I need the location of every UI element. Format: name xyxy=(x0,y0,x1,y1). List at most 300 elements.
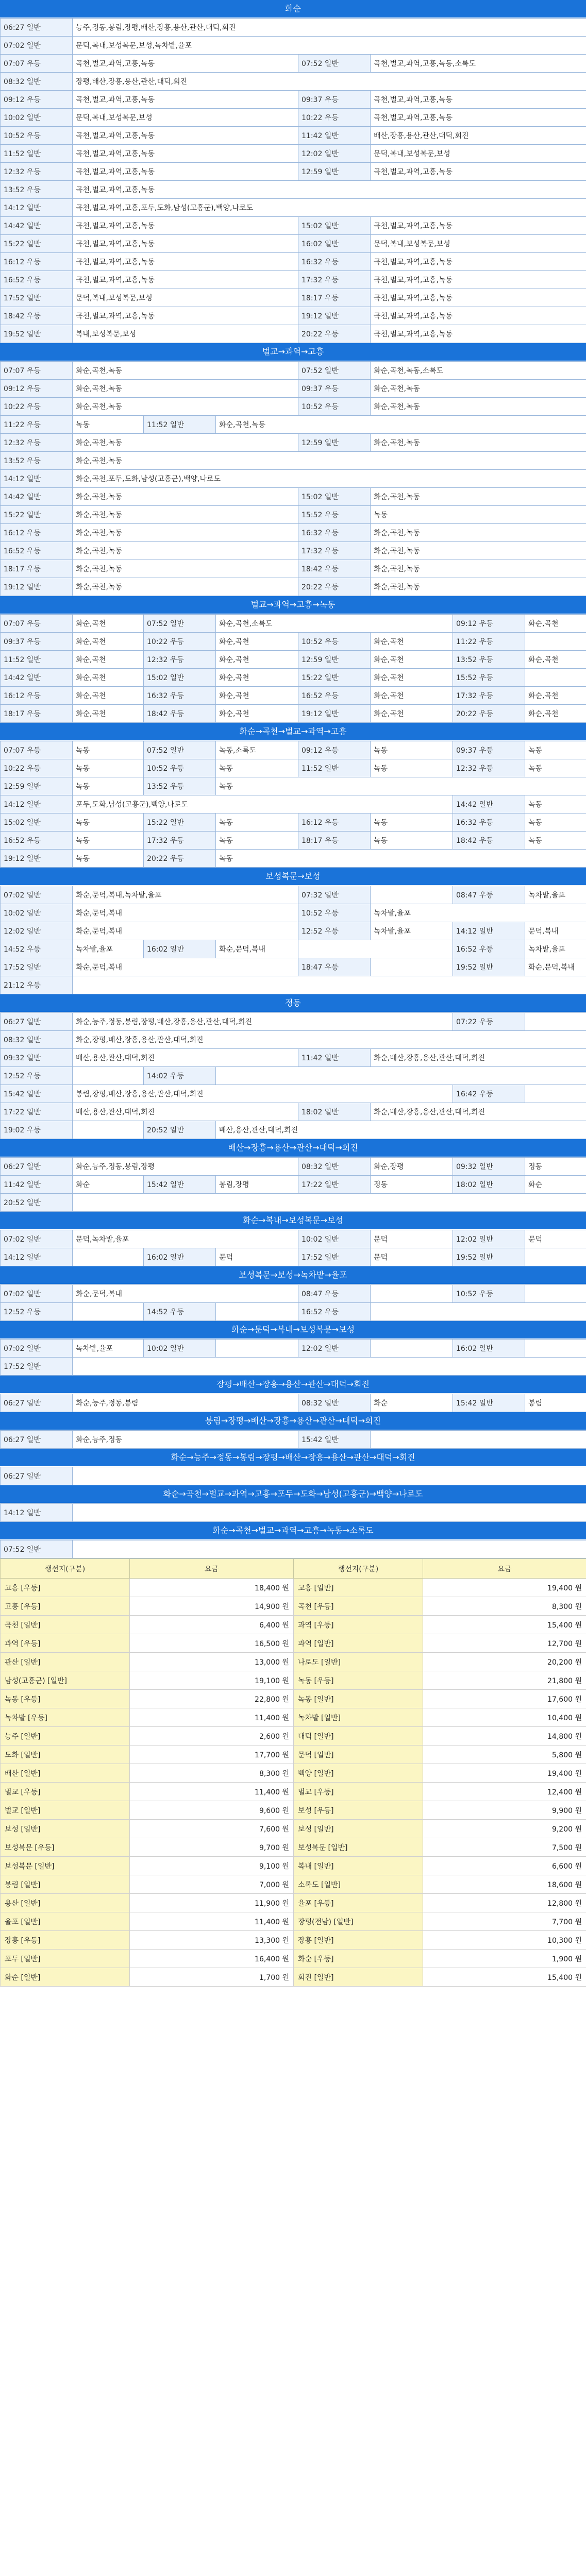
via-stops: 화순,능주,정동,봉림,장평 xyxy=(73,1158,298,1176)
fare-price: 12,700 원 xyxy=(423,1634,586,1653)
departure-time: 17:52 일반 xyxy=(1,958,73,976)
fare-price: 11,400 원 xyxy=(130,1708,294,1727)
via-stops: 녹동 xyxy=(216,850,586,868)
schedule-table xyxy=(0,1503,586,1522)
via-stops: 화순,능주,정동,봉림,장평,배산,장흥,용산,관산,대덕,회진 xyxy=(73,1013,453,1031)
departure-time: 19:12 일반 xyxy=(298,307,371,325)
departure-time: 15:02 일반 xyxy=(298,488,371,506)
departure-time: 20:52 일반 xyxy=(1,1194,73,1212)
via-stops: 화순,문덕,복내 xyxy=(73,1285,298,1303)
departure-time: 18:02 일반 xyxy=(298,1103,371,1121)
departure-time: 06:27 일반 xyxy=(1,1467,73,1485)
via-stops: 곡천,벌교,과역,고흥,녹동 xyxy=(73,55,298,73)
fare-price: 7,700 원 xyxy=(423,1912,586,1931)
fare-destination: 나로도 [일반] xyxy=(294,1653,423,1671)
departure-time: 08:32 일반 xyxy=(298,1394,371,1412)
departure-time: 18:02 일반 xyxy=(453,1176,525,1194)
departure-time: 07:52 일반 xyxy=(298,362,371,380)
departure-time: 10:22 우등 xyxy=(1,398,73,416)
section-header: 보성복문→보성 xyxy=(0,868,586,886)
via-stops: 녹동 xyxy=(371,832,453,850)
via-stops: 화순,곡천 xyxy=(525,687,586,705)
via-stops: 화순,문덕,복내,녹차밭,율포 xyxy=(73,886,298,904)
fare-row xyxy=(1,1671,586,1690)
departure-time: 16:12 우등 xyxy=(1,687,73,705)
section-header: 화순→복내→보성복문→보성 xyxy=(0,1212,586,1230)
departure-time: 18:17 우등 xyxy=(298,289,371,307)
via-stops: 화순,곡천,녹동 xyxy=(371,542,586,560)
table-row xyxy=(1,19,586,37)
fare-destination: 화순 [우등] xyxy=(294,1950,423,1968)
table-row xyxy=(1,741,586,759)
fare-price: 20,200 원 xyxy=(423,1653,586,1671)
fare-destination: 곡천 [일반] xyxy=(1,1616,130,1634)
via-stops: 곡천,벌교,과역,고흥,녹동 xyxy=(371,271,586,289)
fare-destination: 녹동 [일반] xyxy=(294,1690,423,1708)
table-row xyxy=(1,651,586,669)
departure-time: 07:02 일반 xyxy=(1,1340,73,1358)
departure-time: 19:12 일반 xyxy=(1,578,73,596)
via-stops: 녹동 xyxy=(525,795,586,814)
via-stops xyxy=(525,1085,586,1103)
fare-price: 15,400 원 xyxy=(423,1616,586,1634)
via-stops: 화순,곡천,녹동 xyxy=(371,578,586,596)
via-stops xyxy=(216,1340,298,1358)
via-stops: 곡천,벌교,과역,고흥,포두,도화,남성(고흥군),백양,나로도 xyxy=(73,199,586,217)
fare-price: 13,000 원 xyxy=(130,1653,294,1671)
via-stops: 복내,보성복문,보성 xyxy=(73,325,298,343)
via-stops: 녹동 xyxy=(216,777,586,795)
fare-destination: 용산 [일반] xyxy=(1,1894,130,1912)
fare-price: 8,300 원 xyxy=(423,1597,586,1616)
via-stops xyxy=(371,886,453,904)
departure-time: 15:02 일반 xyxy=(298,217,371,235)
via-stops: 화순,곡천,녹동 xyxy=(371,488,586,506)
departure-time: 07:52 일반 xyxy=(144,615,216,633)
departure-time: 10:52 우등 xyxy=(298,904,371,922)
table-row xyxy=(1,687,586,705)
schedule-table xyxy=(0,1157,586,1212)
via-stops: 문덕,복내,보성복문,보성,녹차밭,율포 xyxy=(73,37,586,55)
schedule-table xyxy=(0,1540,586,1558)
via-stops: 화순,곡천,녹동 xyxy=(371,398,586,416)
via-stops: 화순,배산,장흥,용산,관산,대덕,회진 xyxy=(371,1049,586,1067)
via-stops xyxy=(216,1067,586,1085)
fare-price: 9,900 원 xyxy=(423,1801,586,1820)
fare-destination: 과역 [우등] xyxy=(294,1616,423,1634)
via-stops: 녹차밭,율포 xyxy=(73,1340,144,1358)
fare-row xyxy=(1,1764,586,1783)
departure-time: 11:52 일반 xyxy=(298,759,371,777)
schedule-table xyxy=(0,886,586,994)
fare-price: 1,700 원 xyxy=(130,1968,294,1987)
table-row xyxy=(1,271,586,289)
via-stops: 배산,용산,관산,대덕,회진 xyxy=(216,1121,586,1139)
fare-price: 9,600 원 xyxy=(130,1801,294,1820)
table-row xyxy=(1,1176,586,1194)
table-row xyxy=(1,1540,586,1558)
departure-time: 10:52 우등 xyxy=(453,1285,525,1303)
via-stops: 곡천,벌교,과역,고흥,녹동 xyxy=(73,91,298,109)
section-header: 장평→배산→장흥→용산→관산→대덕→회진 xyxy=(0,1376,586,1394)
fare-row xyxy=(1,1857,586,1875)
via-stops: 화순,곡천 xyxy=(73,651,144,669)
via-stops: 화순 xyxy=(525,1176,586,1194)
table-row xyxy=(1,795,586,814)
table-row xyxy=(1,669,586,687)
fare-price: 5,800 원 xyxy=(423,1745,586,1764)
via-stops: 화순,곡천 xyxy=(73,687,144,705)
table-row xyxy=(1,37,586,55)
via-stops: 녹동 xyxy=(371,814,453,832)
via-stops: 화순,곡천 xyxy=(371,687,453,705)
departure-time: 16:52 우등 xyxy=(1,542,73,560)
via-stops: 녹동 xyxy=(525,814,586,832)
via-stops: 화순,곡천,녹동 xyxy=(73,488,298,506)
fare-header-cell: 요금 xyxy=(130,1559,294,1579)
fare-price: 6,600 원 xyxy=(423,1857,586,1875)
departure-time: 10:22 우등 xyxy=(1,759,73,777)
fare-price: 18,400 원 xyxy=(130,1579,294,1597)
departure-time: 07:02 일반 xyxy=(1,1230,73,1248)
fare-destination: 도화 [일반] xyxy=(1,1745,130,1764)
departure-time: 12:32 우등 xyxy=(144,651,216,669)
fare-destination: 벌교 [일반] xyxy=(1,1801,130,1820)
departure-time: 08:32 일반 xyxy=(298,1158,371,1176)
via-stops xyxy=(73,1467,586,1485)
via-stops: 녹차밭,율포 xyxy=(525,886,586,904)
table-row xyxy=(1,398,586,416)
table-row xyxy=(1,362,586,380)
via-stops: 녹동 xyxy=(371,759,453,777)
via-stops: 곡천,벌교,과역,고흥,녹동 xyxy=(371,289,586,307)
via-stops xyxy=(525,1340,586,1358)
departure-time: 14:42 일반 xyxy=(1,669,73,687)
table-row xyxy=(1,1121,586,1139)
departure-time: 16:12 우등 xyxy=(298,814,371,832)
via-stops: 녹동 xyxy=(73,832,144,850)
table-row xyxy=(1,524,586,542)
table-row xyxy=(1,633,586,651)
departure-time: 09:32 일반 xyxy=(453,1158,525,1176)
via-stops: 정동 xyxy=(525,1158,586,1176)
departure-time: 12:59 일반 xyxy=(1,777,73,795)
departure-time: 15:42 일반 xyxy=(144,1176,216,1194)
table-row xyxy=(1,307,586,325)
via-stops: 문덕 xyxy=(216,1248,298,1266)
table-row xyxy=(1,163,586,181)
via-stops: 화순,문덕,복내 xyxy=(216,940,298,958)
fare-row xyxy=(1,1838,586,1857)
via-stops: 화순,곡천,녹동 xyxy=(73,380,298,398)
schedule-table xyxy=(0,1284,586,1321)
via-stops: 화순,곡천 xyxy=(371,669,453,687)
fare-price: 17,700 원 xyxy=(130,1745,294,1764)
fare-row xyxy=(1,1634,586,1653)
via-stops: 화순,곡천,포두,도화,남성(고흥군),백양,나로도 xyxy=(73,470,586,488)
fare-row xyxy=(1,1616,586,1634)
via-stops: 화순,곡천 xyxy=(73,669,144,687)
via-stops: 화순,문덕,복내 xyxy=(73,922,298,940)
fare-destination: 보성 [일반] xyxy=(294,1820,423,1838)
departure-time: 13:52 우등 xyxy=(453,651,525,669)
fare-price: 16,500 원 xyxy=(130,1634,294,1653)
departure-time: 10:02 일반 xyxy=(298,1230,371,1248)
via-stops: 곡천,벌교,과역,고흥,녹동 xyxy=(73,307,298,325)
departure-time: 09:12 우등 xyxy=(1,91,73,109)
via-stops xyxy=(525,1285,586,1303)
fare-row xyxy=(1,1727,586,1745)
fare-price: 15,400 원 xyxy=(423,1968,586,1987)
table-row xyxy=(1,1230,586,1248)
table-row xyxy=(1,1031,586,1049)
fare-price: 1,900 원 xyxy=(423,1950,586,1968)
schedule-table xyxy=(0,1012,586,1139)
fare-row xyxy=(1,1912,586,1931)
via-stops: 문덕 xyxy=(371,1248,453,1266)
departure-time: 12:02 일반 xyxy=(1,922,73,940)
departure-time: 12:52 우등 xyxy=(1,1303,73,1321)
fare-destination: 남성(고흥군) [일반] xyxy=(1,1671,130,1690)
fare-price: 7,600 원 xyxy=(130,1820,294,1838)
departure-time: 10:22 우등 xyxy=(298,109,371,127)
fare-destination: 녹차밭 [일반] xyxy=(294,1708,423,1727)
fare-destination: 율포 [일반] xyxy=(1,1912,130,1931)
departure-time: 12:52 우등 xyxy=(298,922,371,940)
fare-row xyxy=(1,1597,586,1616)
departure-time: 06:27 일반 xyxy=(1,1013,73,1031)
departure-time: 08:47 우등 xyxy=(453,886,525,904)
fare-price: 21,800 원 xyxy=(423,1671,586,1690)
departure-time: 08:32 일반 xyxy=(1,1031,73,1049)
departure-time: 16:32 우등 xyxy=(453,814,525,832)
table-row xyxy=(1,55,586,73)
departure-time: 12:32 우등 xyxy=(1,434,73,452)
departure-time: 19:52 일반 xyxy=(1,325,73,343)
via-stops xyxy=(73,1504,586,1522)
fare-price: 8,300 원 xyxy=(130,1764,294,1783)
fare-price: 9,200 원 xyxy=(423,1820,586,1838)
departure-time: 11:42 일반 xyxy=(298,1049,371,1067)
section-header: 화순 xyxy=(0,0,586,18)
table-row xyxy=(1,886,586,904)
fare-price: 13,300 원 xyxy=(130,1931,294,1950)
departure-time: 16:52 우등 xyxy=(453,940,525,958)
departure-time: 07:02 일반 xyxy=(1,886,73,904)
via-stops: 곡천,벌교,과역,고흥,녹동 xyxy=(371,325,586,343)
departure-time: 15:22 일반 xyxy=(144,814,216,832)
table-row xyxy=(1,542,586,560)
departure-time: 17:52 일반 xyxy=(1,289,73,307)
departure-time: 17:32 우등 xyxy=(144,832,216,850)
via-stops: 곡천,벌교,과역,고흥,녹동 xyxy=(371,217,586,235)
via-stops: 능주,정동,봉림,장평,배산,장흥,용산,관산,대덕,회진 xyxy=(73,19,586,37)
via-stops: 화순,배산,장흥,용산,관산,대덕,회진 xyxy=(371,1103,586,1121)
schedule-table xyxy=(0,741,586,868)
fare-price: 11,400 원 xyxy=(130,1912,294,1931)
via-stops: 화순,곡천,녹동 xyxy=(371,560,586,578)
departure-time: 12:59 일반 xyxy=(298,434,371,452)
via-stops: 녹동 xyxy=(73,741,144,759)
fare-price: 14,900 원 xyxy=(130,1597,294,1616)
via-stops: 봉림,장평,배산,장흥,용산,관산,대덕,회진 xyxy=(73,1085,453,1103)
via-stops: 녹동 xyxy=(216,759,298,777)
fare-row xyxy=(1,1950,586,1968)
fare-row xyxy=(1,1931,586,1950)
via-stops: 화순,곡천 xyxy=(216,687,298,705)
via-stops: 화순,곡천 xyxy=(216,651,298,669)
schedule-table xyxy=(0,361,586,596)
departure-time: 17:32 우등 xyxy=(298,542,371,560)
table-row xyxy=(1,253,586,271)
table-row xyxy=(1,777,586,795)
table-row xyxy=(1,470,586,488)
departure-time: 14:02 우등 xyxy=(144,1067,216,1085)
via-stops: 화순,곡천 xyxy=(525,651,586,669)
schedule-table xyxy=(0,18,586,343)
departure-time: 20:22 우등 xyxy=(144,850,216,868)
via-stops: 곡천,벌교,과역,고흥,녹동 xyxy=(73,271,298,289)
schedule-table xyxy=(0,1339,586,1376)
fare-destination: 포두 [일반] xyxy=(1,1950,130,1968)
fare-row xyxy=(1,1801,586,1820)
table-row xyxy=(1,705,586,723)
fare-price: 9,700 원 xyxy=(130,1838,294,1857)
departure-time: 13:52 우등 xyxy=(1,181,73,199)
departure-time: 07:02 일반 xyxy=(1,37,73,55)
table-row xyxy=(1,759,586,777)
departure-time: 12:32 우등 xyxy=(453,759,525,777)
departure-time: 18:42 우등 xyxy=(298,560,371,578)
departure-time: 15:22 일반 xyxy=(1,506,73,524)
via-stops: 문덕,복내 xyxy=(525,922,586,940)
departure-time: 15:02 일반 xyxy=(1,814,73,832)
via-stops: 문덕,복내,보성복문,보성 xyxy=(371,235,586,253)
via-stops: 녹동 xyxy=(525,759,586,777)
section-header: 화순→곡천→벌교→과역→고흥 xyxy=(0,723,586,741)
table-row xyxy=(1,940,586,958)
fare-price: 18,600 원 xyxy=(423,1875,586,1894)
via-stops: 문덕,복내,보성복문,보성 xyxy=(371,145,586,163)
via-stops xyxy=(73,1540,586,1558)
departure-time: 09:37 우등 xyxy=(298,91,371,109)
section-header: 화순→문덕→복내→보성복문→보성 xyxy=(0,1321,586,1339)
via-stops xyxy=(216,1303,298,1321)
fare-destination: 장흥 [일반] xyxy=(294,1931,423,1950)
departure-time: 18:42 우등 xyxy=(453,832,525,850)
departure-time: 07:52 일반 xyxy=(1,1540,73,1558)
departure-time: 11:22 우등 xyxy=(1,416,73,434)
via-stops: 화순,곡천,녹동 xyxy=(73,578,298,596)
fare-destination: 녹차밭 [우등] xyxy=(1,1708,130,1727)
fare-destination: 율포 [우등] xyxy=(294,1894,423,1912)
table-row xyxy=(1,109,586,127)
via-stops: 화순,곡천,녹동 xyxy=(371,524,586,542)
table-row xyxy=(1,416,586,434)
fare-price: 9,100 원 xyxy=(130,1857,294,1875)
via-stops xyxy=(371,1303,586,1321)
fare-price: 14,800 원 xyxy=(423,1727,586,1745)
departure-time: 20:22 우등 xyxy=(298,325,371,343)
via-stops: 화순,곡천,녹동 xyxy=(73,542,298,560)
via-stops: 녹동,소록도 xyxy=(216,741,298,759)
via-stops xyxy=(73,976,586,994)
via-stops: 봉림,장평 xyxy=(216,1176,298,1194)
departure-time: 07:07 우등 xyxy=(1,741,73,759)
fare-destination: 백양 [일반] xyxy=(294,1764,423,1783)
departure-time: 15:02 일반 xyxy=(144,669,216,687)
departure-time: 06:27 일반 xyxy=(1,1431,73,1449)
departure-time: 20:52 일반 xyxy=(144,1121,216,1139)
departure-time: 14:42 일반 xyxy=(1,217,73,235)
via-stops: 녹동 xyxy=(216,832,298,850)
fare-destination: 장흥 [우등] xyxy=(1,1931,130,1950)
fare-price: 2,600 원 xyxy=(130,1727,294,1745)
fare-destination: 고흥 [우등] xyxy=(1,1579,130,1597)
via-stops: 화순,곡천 xyxy=(371,705,453,723)
departure-time: 12:52 우등 xyxy=(1,1067,73,1085)
via-stops: 곡천,벌교,과역,고흥,녹동 xyxy=(371,163,586,181)
departure-time: 11:52 일반 xyxy=(1,651,73,669)
fare-price: 19,400 원 xyxy=(423,1764,586,1783)
fare-price: 16,400 원 xyxy=(130,1950,294,1968)
section-header: 벌교→과역→고흥 xyxy=(0,343,586,361)
via-stops: 곡천,벌교,과역,고흥,녹동 xyxy=(73,235,298,253)
via-stops xyxy=(525,669,586,687)
departure-time: 06:27 일반 xyxy=(1,19,73,37)
via-stops: 화순,곡천,녹동 xyxy=(73,524,298,542)
departure-time: 16:02 일반 xyxy=(453,1340,525,1358)
departure-time: 10:52 우등 xyxy=(1,127,73,145)
via-stops: 화순,곡천,녹동 xyxy=(73,560,298,578)
fare-destination: 관산 [일반] xyxy=(1,1653,130,1671)
fare-price: 19,100 원 xyxy=(130,1671,294,1690)
via-stops: 화순,능주,정동 xyxy=(73,1431,298,1449)
via-stops: 녹동 xyxy=(525,832,586,850)
via-stops xyxy=(73,1248,144,1266)
via-stops: 화순,곡천 xyxy=(371,633,453,651)
via-stops: 곡천,벌교,과역,고흥,녹동 xyxy=(371,253,586,271)
fare-destination: 녹동 [우등] xyxy=(294,1671,423,1690)
departure-time: 11:22 우등 xyxy=(453,633,525,651)
departure-time: 16:52 우등 xyxy=(298,1303,371,1321)
via-stops: 화순,장평,배산,장흥,용산,관산,대덕,회진 xyxy=(73,1031,586,1049)
departure-time: 07:22 우등 xyxy=(453,1013,525,1031)
section-header: 화순→곡천→벌교→과역→고흥→녹동→소록도 xyxy=(0,1522,586,1540)
via-stops: 곡천,벌교,과역,고흥,녹동 xyxy=(371,307,586,325)
via-stops: 화순,곡천,소록도 xyxy=(216,615,453,633)
departure-time: 09:12 우등 xyxy=(298,741,371,759)
departure-time: 09:12 우등 xyxy=(1,380,73,398)
departure-time: 10:02 일반 xyxy=(1,109,73,127)
section-header: 배산→장흥→용산→관산→대덕→회진 xyxy=(0,1139,586,1157)
table-row xyxy=(1,1340,586,1358)
departure-time: 10:02 일반 xyxy=(1,904,73,922)
fare-row xyxy=(1,1690,586,1708)
via-stops: 화순,곡천 xyxy=(371,651,453,669)
via-stops: 배산,용산,관산,대덕,회진 xyxy=(73,1103,298,1121)
departure-time: 06:27 일반 xyxy=(1,1394,73,1412)
departure-time: 18:47 우등 xyxy=(298,958,371,976)
table-row xyxy=(1,181,586,199)
departure-time: 11:52 일반 xyxy=(1,145,73,163)
via-stops xyxy=(525,633,586,651)
table-row xyxy=(1,434,586,452)
section-header: 벌교→과역→고흥→녹동 xyxy=(0,596,586,614)
fare-price: 10,300 원 xyxy=(423,1931,586,1950)
via-stops: 화순,곡천 xyxy=(525,615,586,633)
departure-time: 15:42 일반 xyxy=(298,1431,371,1449)
